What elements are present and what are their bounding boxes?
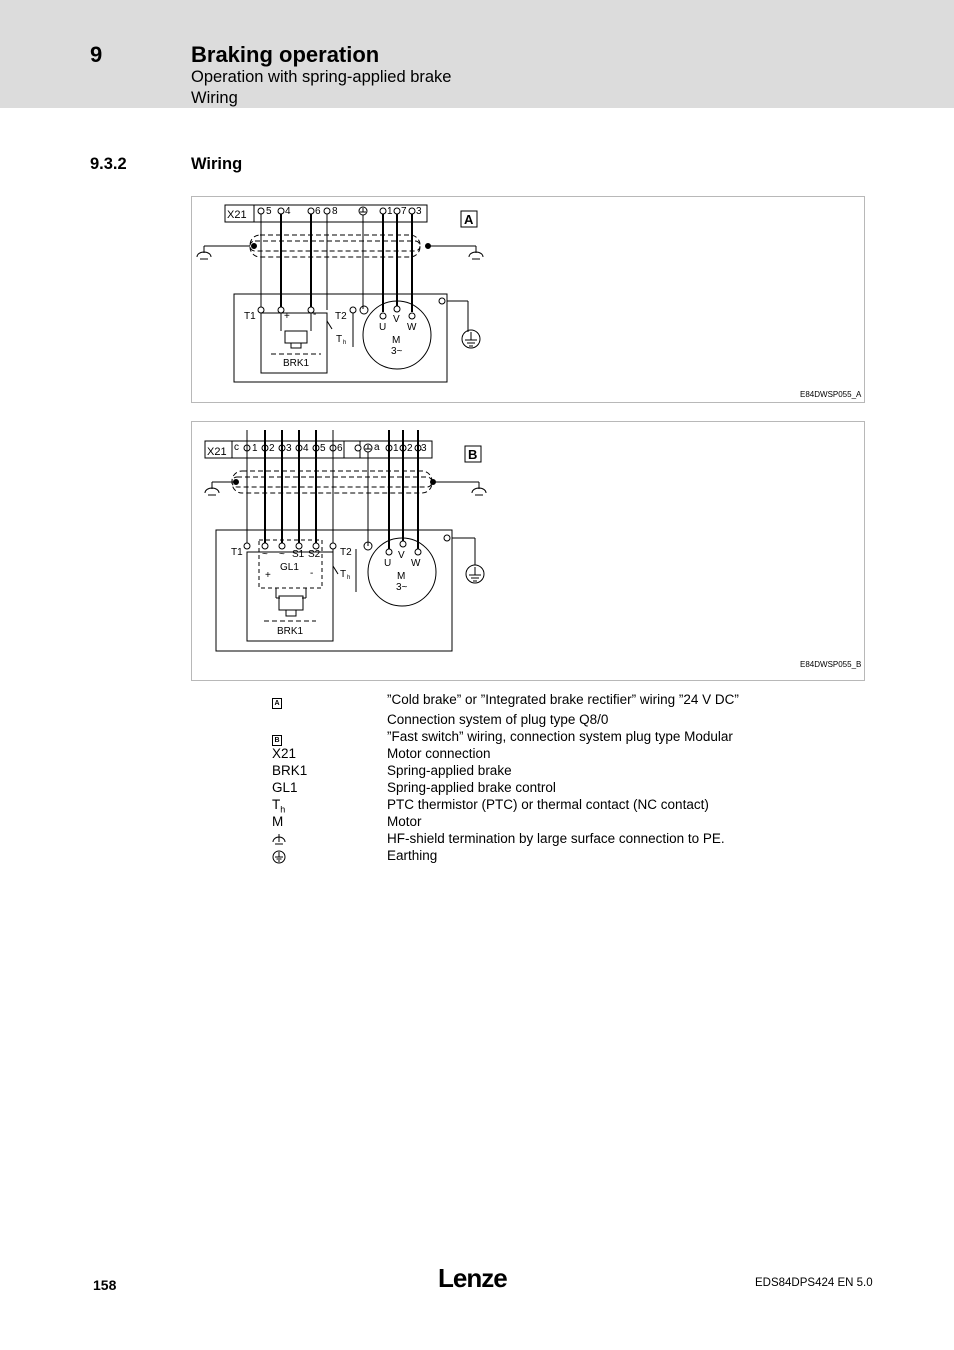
x21-label-a: X21 <box>227 209 247 221</box>
svg-text:-: - <box>310 568 314 579</box>
legend-value-a-2: Connection system of plug type Q8/0 <box>387 712 609 727</box>
svg-text:S2: S2 <box>308 549 321 560</box>
legend-key-brk1: BRK1 <box>272 763 308 778</box>
svg-text:6: 6 <box>337 443 343 454</box>
svg-text:M: M <box>392 335 401 346</box>
shield-icon <box>359 207 367 215</box>
svg-text:T2: T2 <box>340 547 352 558</box>
page-number: 158 <box>93 1277 117 1293</box>
svg-text:M: M <box>397 571 406 582</box>
legend-value-x21: Motor connection <box>387 746 491 761</box>
chapter-title: Braking operation <box>191 42 380 67</box>
shield-icon-b <box>364 444 372 452</box>
legend-value-gl1: Spring-applied brake control <box>387 780 556 795</box>
svg-text:BRK1: BRK1 <box>277 626 304 637</box>
earthing-icon <box>272 850 286 867</box>
svg-text:~: ~ <box>262 549 268 560</box>
header-subtitle-2: Wiring <box>191 89 238 107</box>
svg-text:U: U <box>384 558 392 569</box>
x21-label-b: X21 <box>207 446 227 458</box>
svg-text:BRK1: BRK1 <box>283 358 310 369</box>
figure-letter-b: B <box>468 447 478 462</box>
svg-text:3~: 3~ <box>391 346 403 357</box>
svg-text:U: U <box>379 322 387 333</box>
svg-text:-: - <box>313 309 317 320</box>
svg-text:1: 1 <box>393 443 399 454</box>
svg-text:8: 8 <box>332 206 338 217</box>
svg-text:T2: T2 <box>335 311 347 322</box>
figure-id-a: E84DWSP055_A <box>800 390 862 399</box>
header-subtitle-1: Operation with spring-applied brake <box>191 68 452 86</box>
svg-text:3: 3 <box>286 443 292 454</box>
earth-icon-b <box>466 565 484 583</box>
legend-value-earthing: Earthing <box>387 848 438 863</box>
svg-text:2: 2 <box>407 443 413 454</box>
svg-text:T1: T1 <box>244 311 256 322</box>
lenze-logo: Lenze <box>438 1263 507 1293</box>
svg-text:4: 4 <box>285 206 291 217</box>
document-id: EDS84DPS424 EN 5.0 <box>755 1277 873 1289</box>
svg-text:T: T <box>340 569 347 580</box>
svg-text:h: h <box>347 575 351 581</box>
svg-text:5: 5 <box>266 206 272 217</box>
svg-text:T: T <box>336 334 343 345</box>
figure-letter-a: A <box>464 212 474 227</box>
svg-text:2: 2 <box>269 443 275 454</box>
svg-text:1: 1 <box>252 443 258 454</box>
svg-text:~: ~ <box>279 549 285 560</box>
svg-text:c: c <box>234 442 239 453</box>
svg-text:V: V <box>398 550 405 561</box>
svg-text:4: 4 <box>303 443 309 454</box>
svg-text:+: + <box>265 570 271 581</box>
section-number: 9.3.2 <box>90 155 127 173</box>
svg-text:h: h <box>343 340 347 346</box>
svg-text:W: W <box>407 322 417 333</box>
legend-value-shield: HF-shield termination by large surface connection to PE. <box>387 831 725 846</box>
legend-value-m: Motor <box>387 814 422 829</box>
figure-id-b: E84DWSP055_B <box>800 660 862 669</box>
legend-value-th: PTC thermistor (PTC) or thermal contact (NC contact) <box>387 797 709 812</box>
svg-text:5: 5 <box>320 443 326 454</box>
earth-icon <box>462 330 480 348</box>
legend-value-b: ”Fast switch” wiring, connection system plug type Modular <box>387 729 733 744</box>
svg-text:+: + <box>284 311 290 322</box>
legend-key-th: $T_h$ <box>272 797 286 815</box>
page-header <box>0 0 954 108</box>
svg-text:3: 3 <box>416 206 422 217</box>
svg-text:GL1: GL1 <box>280 562 299 573</box>
legend-key-gl1: GL1 <box>272 780 298 795</box>
svg-text:3~: 3~ <box>396 582 408 593</box>
legend-value-brk1: Spring-applied brake <box>387 763 512 778</box>
svg-text:6: 6 <box>315 206 321 217</box>
wiring-diagram-a <box>191 196 865 403</box>
legend-key-x21: X21 <box>272 746 297 761</box>
legend-key-b: B <box>272 730 282 746</box>
section-title: Wiring <box>191 155 243 173</box>
svg-text:3: 3 <box>421 443 427 454</box>
svg-text:T1: T1 <box>231 547 243 558</box>
svg-text:a: a <box>374 442 380 453</box>
chapter-number: 9 <box>90 42 103 67</box>
legend-key-m: M <box>272 814 284 829</box>
svg-text:1: 1 <box>387 206 393 217</box>
shield-termination-icon <box>272 833 286 848</box>
svg-text:S1: S1 <box>292 549 305 560</box>
svg-text:V: V <box>393 314 400 325</box>
wiring-diagram-b <box>191 421 865 681</box>
legend-value-a: ”Cold brake” or ”Integrated brake rectifier” wiring ”24 V DC” <box>387 692 739 707</box>
svg-text:W: W <box>411 558 421 569</box>
legend-key-a: A <box>272 693 282 709</box>
svg-text:7: 7 <box>401 206 407 217</box>
